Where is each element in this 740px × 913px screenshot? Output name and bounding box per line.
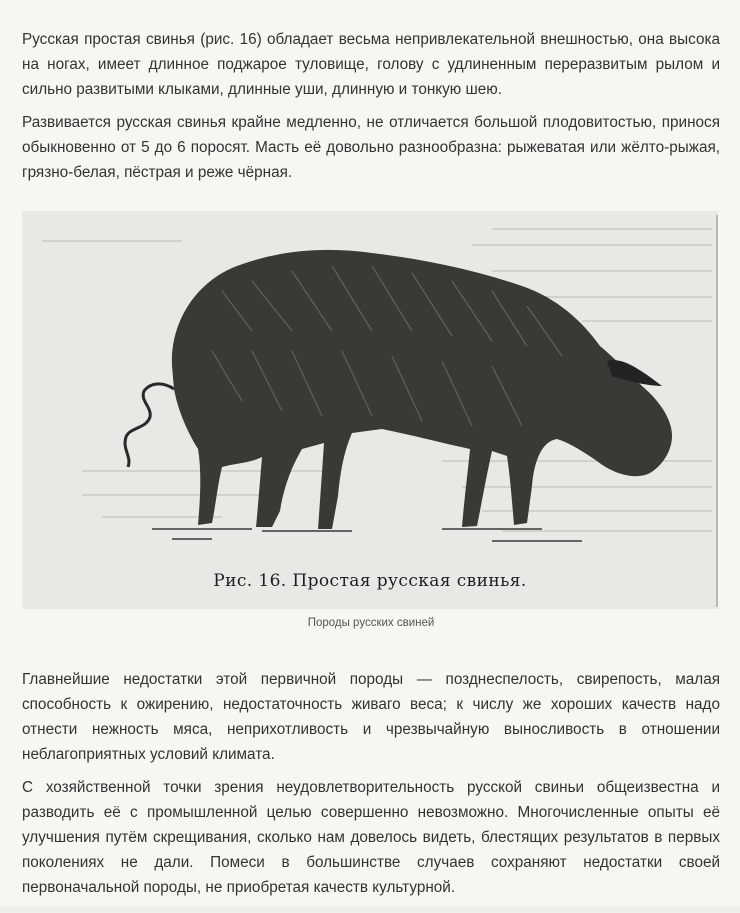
pig-drawing (22, 211, 718, 609)
paragraph-1: Русская простая свинья (рис. 16) обладает весьма непривлекательной внешностью, она высока на ногах, имеет длинное поджарое туловище, голову с удлиненным переразвитым рылом и сильно развитыми клыками, длинные уши, длинную и тонкую шею. (22, 31, 720, 98)
bottom-divider (0, 906, 740, 913)
figure-caption: Породы русских свиней (307, 617, 435, 629)
paragraph-4: С хозяйственной точки зрения неудовлетворительность русской свиньи общеизвестна и разводить её с промышленной целью совершенно невозможно. Многочисленные опыты её улучшения путём скрещивания, сколько нам довелось видеть, блестящих результатов в первых поколениях не дали. Помеси в большинстве случаев сохраняют недостатки своей первоначальной породы, не приобретая качеств культурной. (22, 779, 720, 896)
paragraph-3: Главнейшие недостатки этой первичной породы — позднеспелость, свирепость, малая способность к ожирению, недостаточность живаго веса; к числу же хороших качеств надо отнести нежность мяса, неприхотливость и чрезвычайную выносливость в отношении неблагоприятных условий климата. (22, 671, 720, 763)
figure-printed-caption: Рис. 16. Простая русская свинья. (213, 571, 527, 591)
paragraph-2: Развивается русская свинья крайне медленно, не отличается большой плодовитостью, принося обыкновенно от 5 до 6 поросят. Масть её довольно разнообразна: рыжеватая или жёлто-рыжая, грязно-белая, пёстрая и реже чёрная. (22, 114, 720, 181)
pig-illustration (22, 211, 718, 609)
figure-edge (716, 215, 718, 607)
